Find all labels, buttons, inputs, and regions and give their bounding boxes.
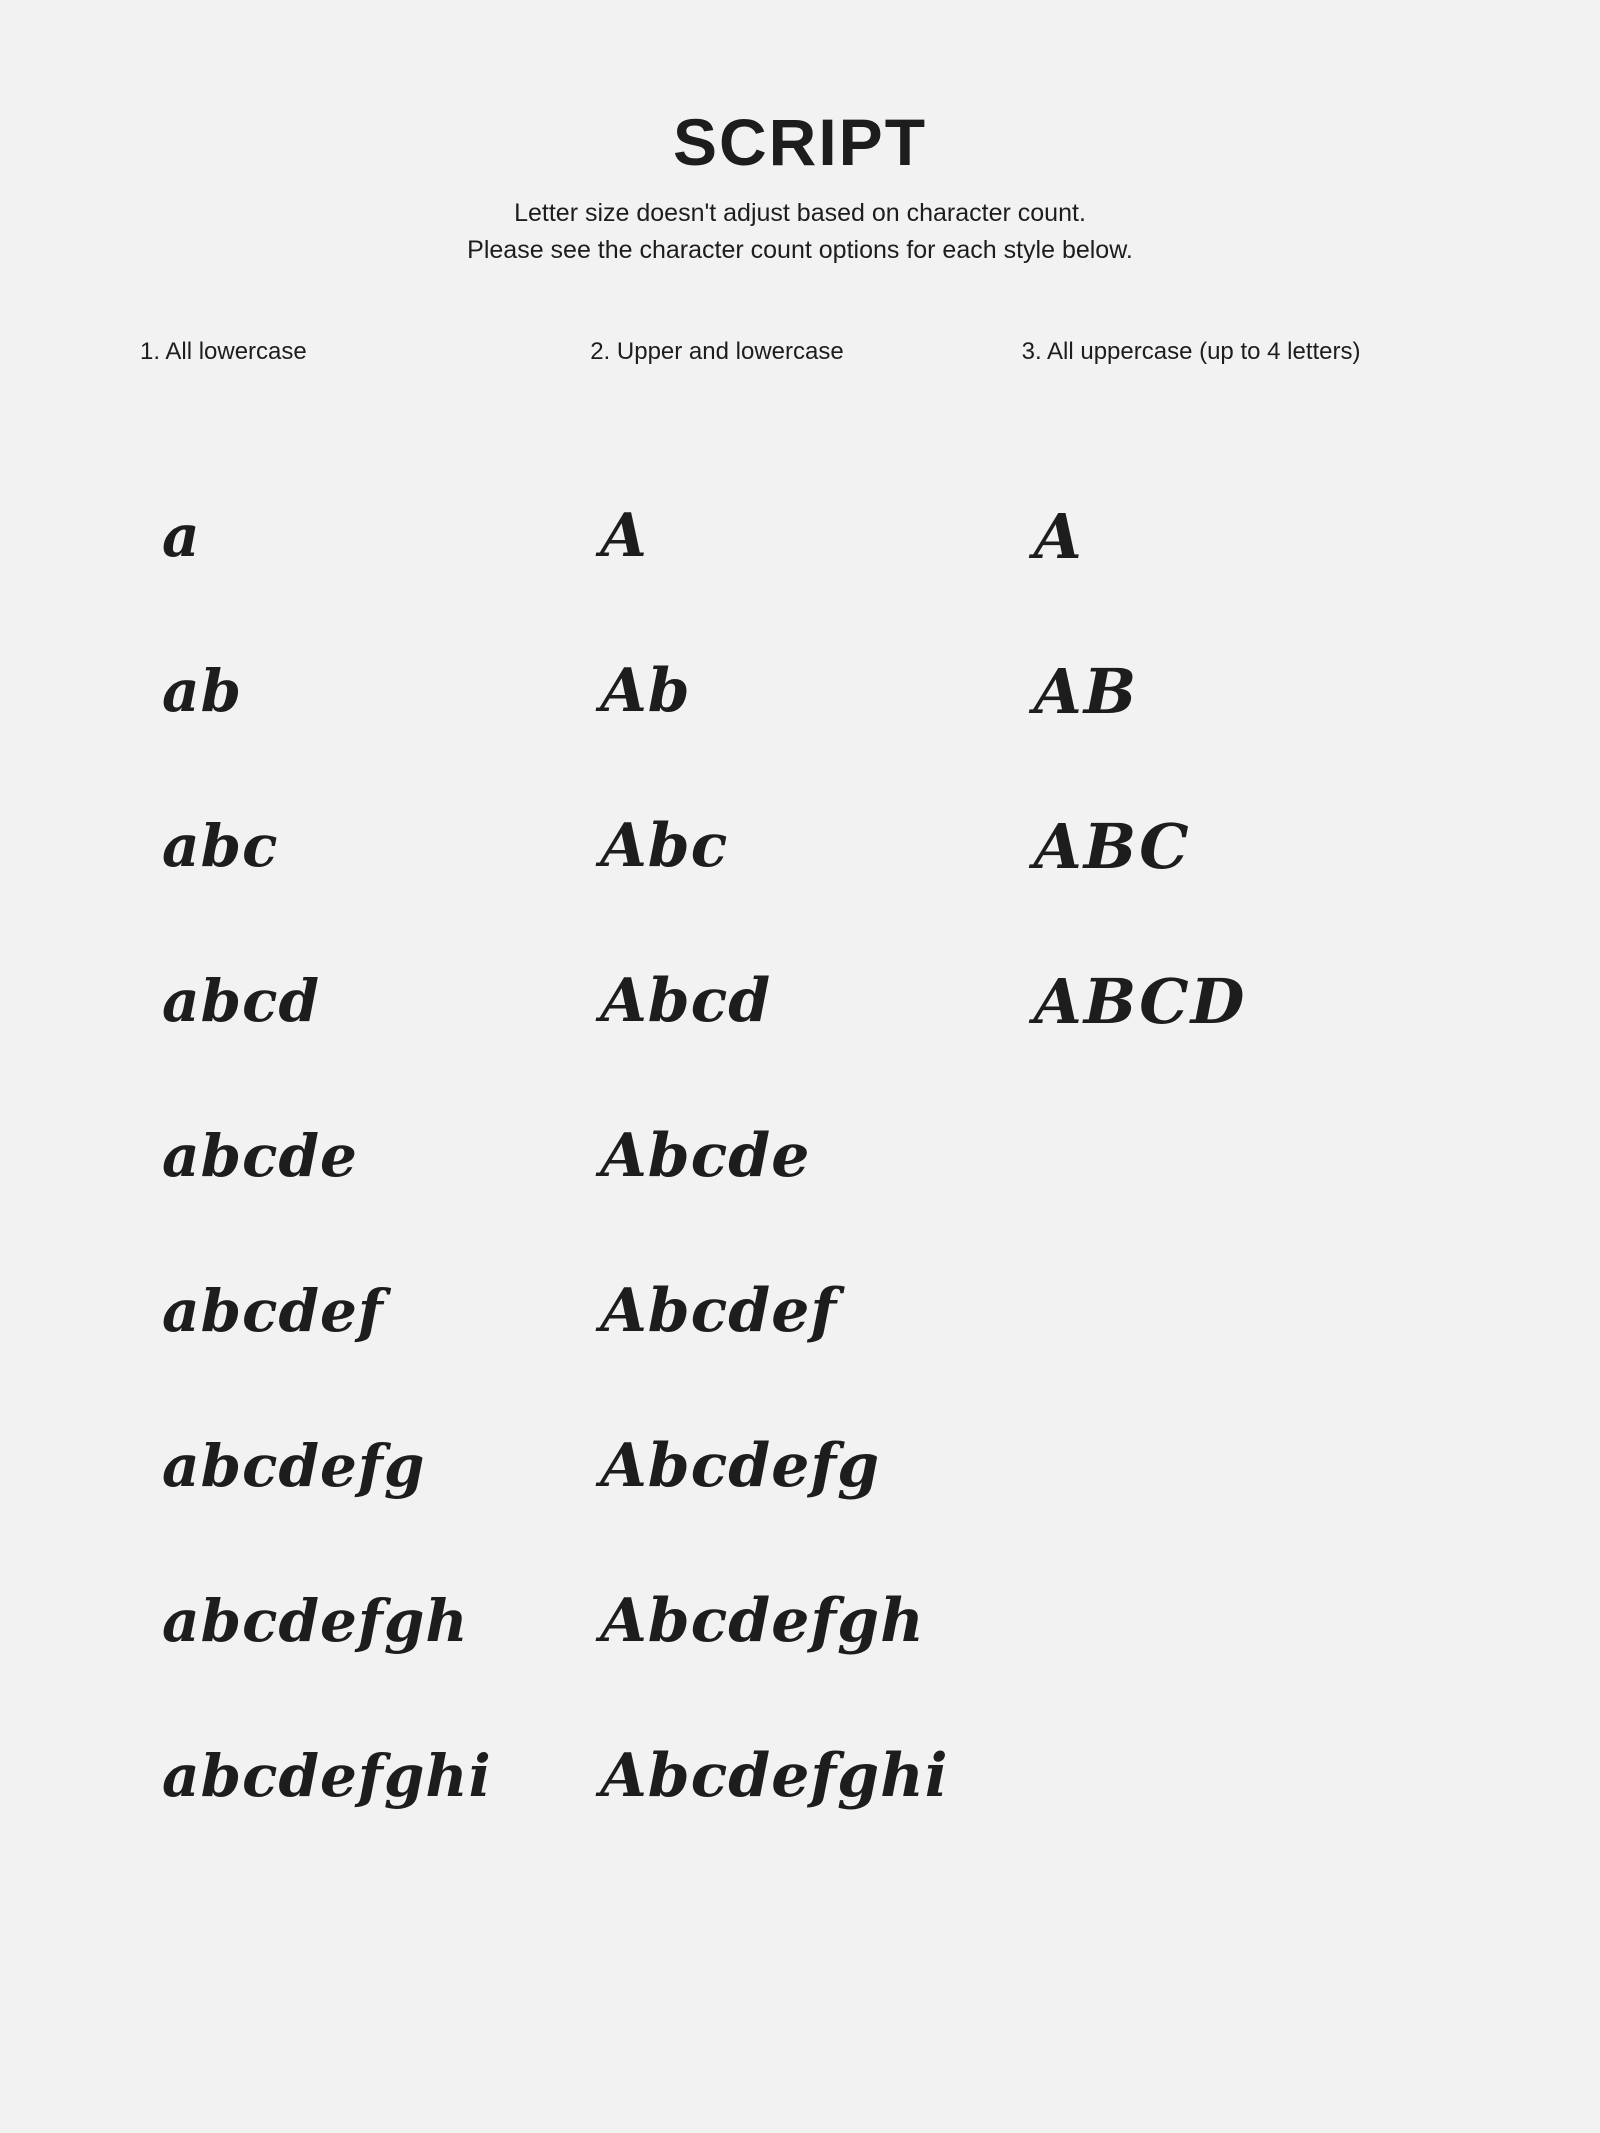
sample-item: a bbox=[162, 502, 201, 571]
sample-item: abcde bbox=[162, 1122, 358, 1191]
sample-item: Abcde bbox=[600, 1121, 811, 1192]
column-upper-and-lowercase bbox=[588, 336, 1021, 1854]
sample-item: abc bbox=[162, 812, 279, 881]
page-header bbox=[0, 0, 1600, 268]
sample-item: Abcdefg bbox=[600, 1431, 881, 1502]
sample-item: abcdefghi bbox=[162, 1742, 492, 1811]
sample-item: ABCD bbox=[1033, 964, 1247, 1038]
sample-item: ABC bbox=[1033, 809, 1191, 883]
sample-item: Abcdefgh bbox=[600, 1586, 925, 1657]
sample-item: abcd bbox=[162, 967, 321, 1036]
sample-item: Abcdefghi bbox=[600, 1741, 949, 1812]
sample-list bbox=[588, 459, 1021, 1854]
subtitle-line-1: Letter size doesn't adjust based on character count. bbox=[514, 199, 1086, 228]
sample-item: AB bbox=[1033, 654, 1139, 728]
column-all-lowercase bbox=[140, 336, 588, 1854]
style-columns bbox=[0, 336, 1600, 1854]
column-heading: 3. All uppercase (up to 4 letters) bbox=[1021, 337, 1361, 365]
column-heading: 2. Upper and lowercase bbox=[590, 337, 844, 365]
sample-list bbox=[1022, 459, 1460, 1854]
sample-item: abcdefgh bbox=[162, 1587, 469, 1656]
column-heading: 1. All lowercase bbox=[140, 337, 307, 365]
sample-item: A bbox=[600, 501, 648, 572]
column-all-uppercase bbox=[1022, 336, 1460, 1854]
sample-item: A bbox=[1033, 499, 1084, 573]
sample-list bbox=[140, 459, 588, 1854]
subtitle-line-2: Please see the character count options for each style below. bbox=[467, 235, 1133, 264]
sample-item: abcdef bbox=[162, 1277, 384, 1346]
sample-item: Abcd bbox=[600, 966, 772, 1037]
page-title: SCRIPT bbox=[672, 105, 928, 179]
page-subtitle bbox=[0, 195, 1600, 268]
sample-item: Abc bbox=[600, 811, 729, 882]
sample-item: Abcdef bbox=[600, 1276, 838, 1347]
sample-item: abcdefg bbox=[162, 1432, 426, 1501]
sample-item: ab bbox=[162, 657, 243, 726]
sample-item: Ab bbox=[600, 656, 691, 727]
